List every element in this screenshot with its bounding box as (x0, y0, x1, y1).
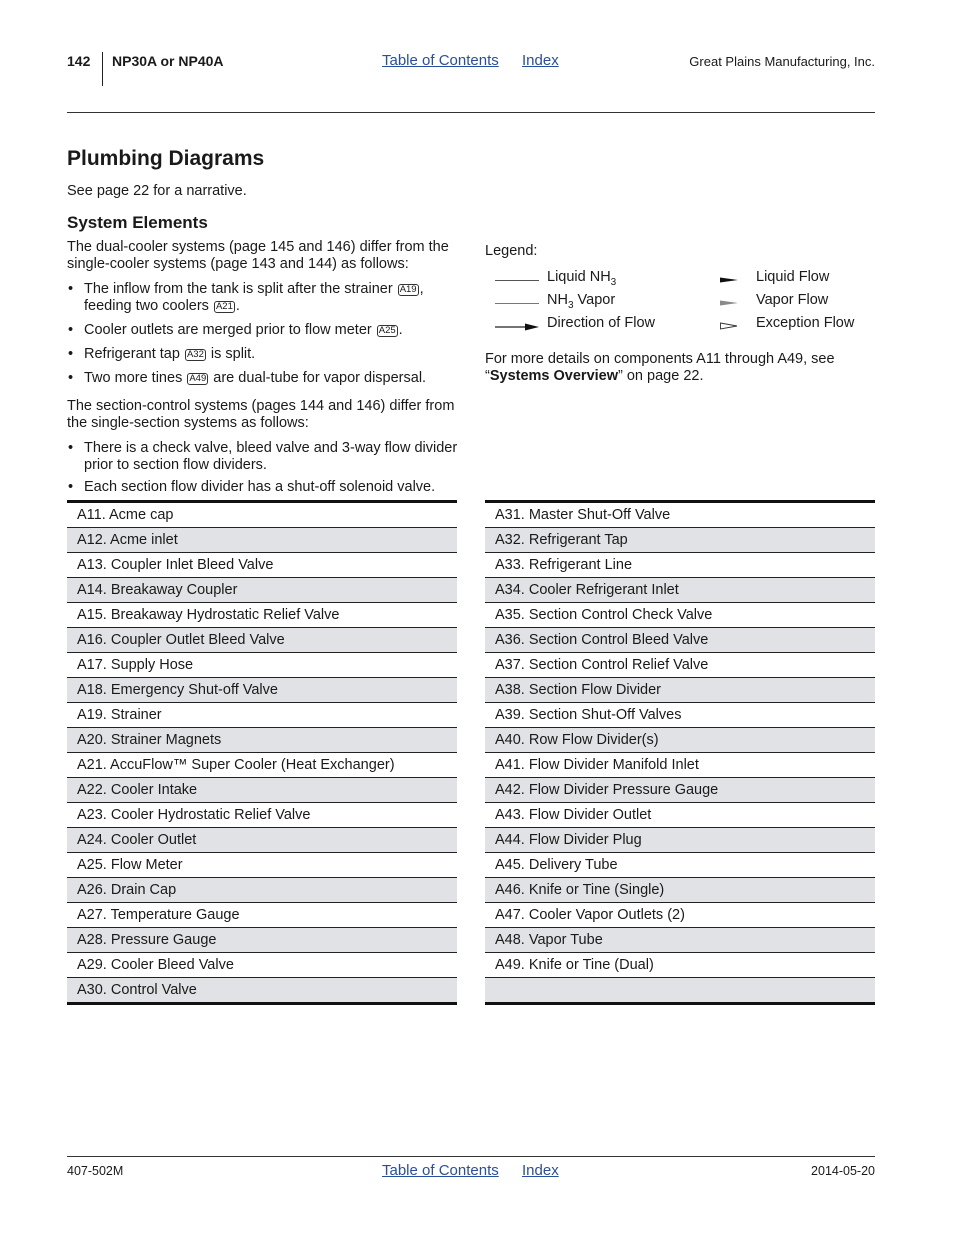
table-row: A46. Knife or Tine (Single) (485, 878, 875, 903)
list-item: • Cooler outlets are merged prior to flow meter A25 . (67, 322, 462, 339)
table-row: A29. Cooler Bleed Valve (67, 953, 457, 978)
table-row: A45. Delivery Tube (485, 853, 875, 878)
table-row: A38. Section Flow Divider (485, 678, 875, 703)
table-row: A26. Drain Cap (67, 878, 457, 903)
table-row: A34. Cooler Refrigerant Inlet (485, 578, 875, 603)
dual-cooler-intro: The dual-cooler systems (page 145 and 146) differ from the single-cooler systems (page 143 and 144) as follows: (67, 239, 449, 272)
header-divider (102, 52, 103, 86)
table-row: A21. AccuFlow™ Super Cooler (Heat Exchanger) (67, 753, 457, 778)
narrative-note: See page 22 for a narrative. (67, 183, 247, 199)
direction-arrow-icon (495, 322, 539, 332)
table-row: A33. Refrigerant Line (485, 553, 875, 578)
table-row: A35. Section Control Check Valve (485, 603, 875, 628)
liquid-line-icon (495, 280, 539, 281)
table-row: A17. Supply Hose (67, 653, 457, 678)
table-row: A25. Flow Meter (67, 853, 457, 878)
table-row (485, 978, 875, 1002)
list-item: • There is a check valve, bleed valve and 3-way flow divider prior to section flow dividers. (67, 440, 462, 474)
callout-tag: A21 (215, 301, 233, 312)
table-row: A18. Emergency Shut-off Valve (67, 678, 457, 703)
table-row: A44. Flow Divider Plug (485, 828, 875, 853)
table-row: A37. Section Control Relief Valve (485, 653, 875, 678)
legend-liquid-nh3: Liquid $NH_3$ (547, 269, 617, 288)
table-row: A39. Section Shut-Off Valves (485, 703, 875, 728)
table-row: A47. Cooler Vapor Outlets (2) (485, 903, 875, 928)
table-row: A14. Breakaway Coupler (67, 578, 457, 603)
table-row: A19. Strainer (67, 703, 457, 728)
legend-nh3-vapor: $NH_3$ Vapor (547, 292, 616, 311)
table-row: A22. Cooler Intake (67, 778, 457, 803)
table-row: A13. Coupler Inlet Bleed Valve (67, 553, 457, 578)
table-row: A27. Temperature Gauge (67, 903, 457, 928)
table-row: A16. Coupler Outlet Bleed Valve (67, 628, 457, 653)
table-row: A12. Acme inlet (67, 528, 457, 553)
footer-index-link[interactable]: Index (522, 1162, 559, 1179)
dual-cooler-list (67, 281, 462, 394)
table-row: A49. Knife or Tine (Dual) (485, 953, 875, 978)
table-row: A36. Section Control Bleed Valve (485, 628, 875, 653)
legend-direction: Direction of Flow (547, 315, 655, 331)
callout-tag: A49 (189, 373, 207, 384)
document-number: 407-502M (67, 1164, 124, 1178)
table-row: A30. Control Valve (67, 978, 457, 1002)
liquid-flow-arrow-icon (720, 275, 738, 285)
components-table-left (67, 500, 457, 1005)
page-title: Plumbing Diagrams (67, 147, 265, 170)
page-number: 142 (67, 53, 91, 69)
list-item: • Each section flow divider has a shut-off solenoid valve. (67, 479, 462, 496)
section-control-list (67, 440, 462, 501)
model-name: NP30A or NP40A (112, 53, 224, 69)
callout-tag: A25 (378, 325, 396, 336)
list-item: • Two more tines A49 are dual-tube for vapor dispersal. (67, 370, 462, 387)
callout-tag: A19 (399, 284, 417, 295)
systems-overview-ref: Systems Overview (489, 368, 619, 384)
table-row: A23. Cooler Hydrostatic Relief Valve (67, 803, 457, 828)
table-row: A43. Flow Divider Outlet (485, 803, 875, 828)
header-index-link[interactable]: Index (522, 52, 559, 69)
details-note: For more details on components A11 through A49, see “Systems Overview” on page 22. (485, 351, 835, 384)
exception-flow-arrow-icon (720, 321, 738, 331)
table-row: A48. Vapor Tube (485, 928, 875, 953)
vapor-line-icon (495, 303, 539, 304)
table-row: A24. Cooler Outlet (67, 828, 457, 853)
table-row: A41. Flow Divider Manifold Inlet (485, 753, 875, 778)
table-row: A20. Strainer Magnets (67, 728, 457, 753)
header-rule (67, 112, 875, 113)
legend-exception-flow: Exception Flow (756, 315, 855, 331)
legend-vapor-flow: Vapor Flow (756, 292, 829, 308)
company-name: Great Plains Manufacturing, Inc. (689, 54, 875, 69)
vapor-flow-arrow-icon (720, 298, 738, 308)
components-table-right (485, 500, 875, 1005)
legend-title: Legend: (485, 243, 538, 259)
table-row: A15. Breakaway Hydrostatic Relief Valve (67, 603, 457, 628)
table-row: A11. Acme cap (67, 503, 457, 528)
table-row: A32. Refrigerant Tap (485, 528, 875, 553)
legend-liquid-flow: Liquid Flow (756, 269, 830, 285)
header-toc-link[interactable]: Table of Contents (382, 52, 499, 69)
footer-rule (67, 1156, 875, 1157)
callout-tag: A32 (186, 349, 204, 360)
table-row: A28. Pressure Gauge (67, 928, 457, 953)
table-row: A40. Row Flow Divider(s) (485, 728, 875, 753)
section-subtitle: System Elements (67, 213, 208, 232)
list-item: • The inflow from the tank is split after the strainer A19 , feeding two coolers A21 . (67, 281, 462, 315)
table-row: A31. Master Shut-Off Valve (485, 503, 875, 528)
section-control-intro: The section-control systems (pages 144 and 146) differ from the single-section systems as follows: (67, 398, 455, 431)
footer-toc-link[interactable]: Table of Contents (382, 1162, 499, 1179)
table-row: A42. Flow Divider Pressure Gauge (485, 778, 875, 803)
publication-date: 2014-05-20 (811, 1164, 875, 1178)
list-item: • Refrigerant tap A32 is split. (67, 346, 462, 363)
